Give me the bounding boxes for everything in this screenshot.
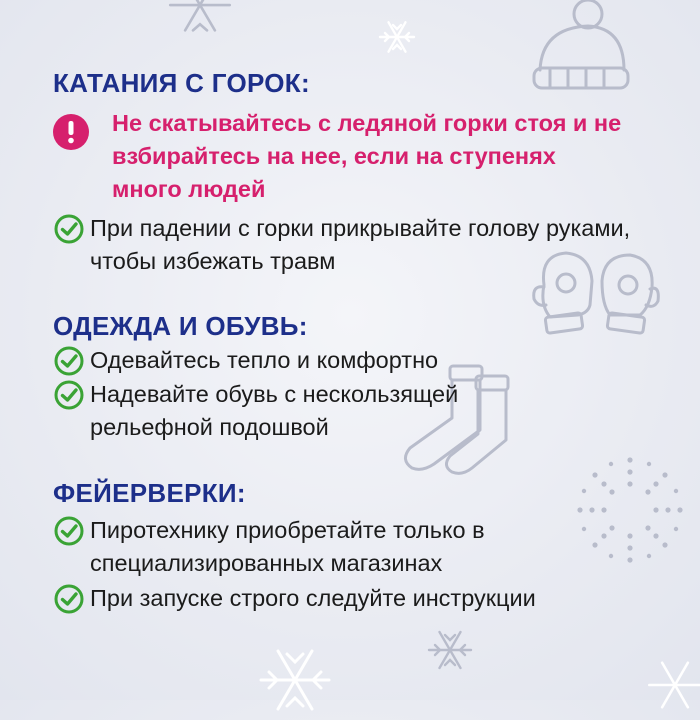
check-circle-icon (53, 345, 85, 377)
list-item-text: При запуске строго следуйте инструкции (90, 585, 536, 611)
list-item (53, 212, 650, 278)
list-item-text: Надевайте обувь с нескользящей рельефной подошвой (90, 381, 459, 440)
list-item-text: Одевайтесь тепло и комфортно (90, 347, 439, 373)
list-item-text: При падении с горки прикрывайте голову руками, чтобы избежать травм (90, 215, 631, 274)
list-item (53, 514, 560, 580)
warning-text: Не скатывайтесь с ледяной горки стоя и не взбирайтесь на нее, если на ступенях много людей (112, 110, 622, 202)
exclamation-circle-icon (53, 114, 89, 150)
list-item-text: Пиротехнику приобретайте только в специализированных магазинах (90, 517, 485, 576)
knit-hat-icon (520, 0, 630, 100)
snowflake-icon (255, 640, 335, 720)
snowflake-icon (570, 450, 690, 570)
section-heading-clothing: ОДЕЖДА И ОБУВЬ: (53, 311, 308, 341)
snowflake-icon (425, 625, 475, 675)
check-circle-icon (53, 379, 85, 411)
snowflake-icon (160, 0, 240, 40)
section-heading-fireworks: ФЕЙЕРВЕРКИ: (53, 478, 246, 508)
list-item (53, 344, 650, 377)
check-circle-icon (53, 515, 85, 547)
snowflake-icon (377, 17, 417, 57)
check-circle-icon (53, 583, 85, 615)
snowflake-icon (640, 655, 700, 715)
check-circle-icon (53, 213, 85, 245)
list-item (53, 378, 520, 444)
list-item (53, 582, 650, 615)
section-heading-sledding: КАТАНИЯ С ГОРОК: (53, 68, 310, 98)
